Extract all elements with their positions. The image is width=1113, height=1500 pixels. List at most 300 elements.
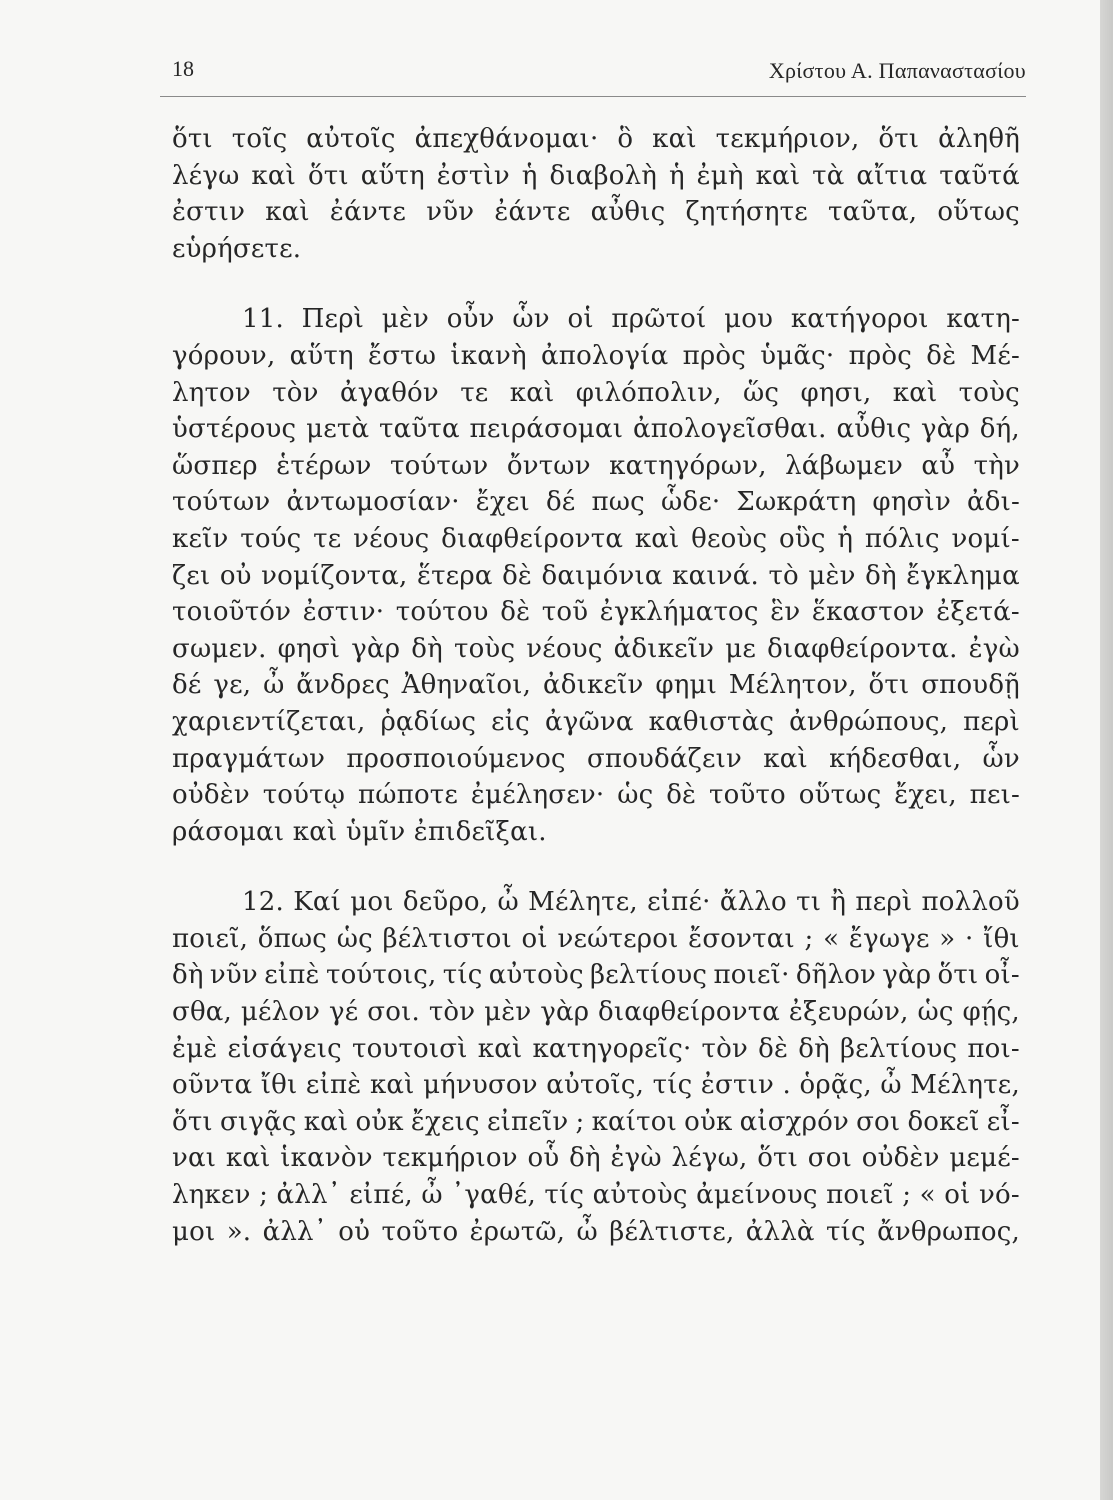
word: μου <box>724 304 774 335</box>
word: ὄντων <box>506 450 591 481</box>
word: τὸν <box>272 377 319 408</box>
word: ὑμᾶς· <box>760 340 835 371</box>
word: χαριεντίζεται, <box>172 706 366 737</box>
word: τε <box>460 377 489 408</box>
word: καὶ <box>225 1143 271 1174</box>
text-line <box>172 707 1020 744</box>
word: γόρουν, <box>172 340 276 371</box>
word: οὐκ <box>684 1106 733 1137</box>
word: καθιστὰς <box>648 706 775 737</box>
word: ὦ <box>497 887 519 918</box>
paragraph-gap <box>172 853 1020 887</box>
word: ὦ <box>880 1070 902 1101</box>
word: δὲ <box>666 780 697 811</box>
word: λητον <box>172 377 251 408</box>
word: ἓν <box>770 597 801 628</box>
word: οῦντα <box>172 1070 253 1101</box>
word: διαβολὴ <box>549 160 658 191</box>
word: ἐγὼ <box>610 1143 662 1174</box>
word: αὖθις <box>836 414 912 445</box>
word: εἰπεῖν <box>486 1106 569 1137</box>
word: τίς <box>544 1180 585 1211</box>
word: ἕτερα <box>416 560 493 591</box>
word: Καί <box>293 887 341 918</box>
word: περὶ <box>963 706 1020 737</box>
word: ἀγαθόν <box>339 377 439 408</box>
text-line <box>172 1180 1020 1217</box>
word: οἱ <box>944 1180 971 1211</box>
word: οὖν <box>446 304 495 335</box>
running-head: Χρίστου Α. Παπαναστασίου <box>768 58 1026 83</box>
word: τίς <box>825 1216 866 1247</box>
word: δῆλον <box>795 960 876 991</box>
word: ; <box>804 923 814 954</box>
word: τίς <box>652 1070 693 1101</box>
word: πρὸς <box>848 340 912 371</box>
word: ῥᾳδίως <box>380 706 477 737</box>
word: φησὶ <box>277 633 341 664</box>
word: κατηγορεῖς· <box>532 1033 692 1064</box>
word: ὧδε· <box>660 487 721 518</box>
word: τοὺς <box>958 377 1020 408</box>
word: ἔχεις <box>410 1106 480 1137</box>
word: εἰς <box>491 706 530 737</box>
word: οὕτως <box>798 780 882 811</box>
word: νεώτεροι <box>557 923 679 954</box>
word: ὡς <box>617 780 654 811</box>
word: διαφθείροντα <box>598 997 781 1028</box>
word: βελτίους <box>590 960 708 991</box>
word: Μέλητε, <box>910 1070 1020 1101</box>
paragraph <box>172 304 1020 853</box>
word: ὅτι <box>307 160 349 191</box>
word: Ἀθηναῖοι, <box>401 670 532 701</box>
word: ἱκανὸν <box>280 1143 373 1174</box>
word: ταῦτα <box>379 414 460 445</box>
word: ; <box>575 1106 585 1137</box>
word: δὴ <box>865 560 897 591</box>
word: αὖ <box>921 450 956 481</box>
word: εἰπὲ <box>264 960 320 991</box>
page-number: 18 <box>172 56 194 81</box>
word: ἀδικεῖν <box>542 670 644 701</box>
word: ἀγῶνα <box>544 706 634 737</box>
word: ἐμέλησεν· <box>470 780 605 811</box>
word: ἕκαστον <box>811 597 925 628</box>
word: τούς <box>240 523 302 554</box>
word: ᾽γαθέ, <box>451 1180 536 1211</box>
word: ὥσπερ <box>172 450 258 481</box>
word: τεκμήριον, <box>715 124 860 154</box>
word: θεοὺς <box>691 523 768 554</box>
word: ὅτι <box>757 1143 799 1174</box>
word: ἀλλ᾽ <box>262 1216 327 1247</box>
word: ; <box>259 1180 269 1211</box>
word: ὧν <box>512 304 550 335</box>
word: τοῦτο <box>709 780 786 811</box>
word: με <box>725 633 757 664</box>
word: ἔσονται <box>688 923 795 954</box>
word: 11. <box>242 304 284 335</box>
word: οὐδὲν <box>861 1143 940 1174</box>
body-text <box>172 124 1020 1253</box>
text-line <box>172 161 1020 198</box>
word: καὶ <box>369 1070 415 1101</box>
word: αὕτη <box>289 340 354 371</box>
text-line <box>172 414 1020 451</box>
word: σπουδῇ <box>921 670 1020 701</box>
word: ὦ <box>263 670 285 701</box>
word: καίτοι <box>591 1106 678 1137</box>
text-line <box>172 887 1020 924</box>
word: ἐστιν <box>172 197 246 228</box>
word: οἱ <box>567 304 594 335</box>
word: προσποιούμενος <box>346 743 566 774</box>
text-line <box>172 960 1020 997</box>
word: ἴθι <box>260 1070 298 1101</box>
word: οἶ- <box>984 960 1020 991</box>
word: τουτοισὶ <box>352 1033 468 1064</box>
word: τοῦτο <box>381 1216 459 1247</box>
word: τίς <box>442 960 483 991</box>
word: ἔχει <box>475 487 530 518</box>
word: διαφθείροντα <box>441 523 624 554</box>
word: ὅτι <box>878 124 920 154</box>
word: καὶ <box>509 377 555 408</box>
word: ἔχει, <box>894 780 957 811</box>
word: σωμεν. <box>172 633 267 664</box>
word: τὸν <box>428 997 476 1028</box>
word: τοὺς <box>454 633 516 664</box>
word: κήδεσθαι, <box>829 743 962 774</box>
text-line <box>172 1107 1020 1144</box>
word: αὐτοὺς <box>592 1180 688 1211</box>
word: ἐστιν· <box>302 597 385 628</box>
word: πόλις <box>864 523 940 554</box>
text-line: ράσομαι καὶ ὑμῖν ἐπιδεῖξαι. <box>172 816 547 847</box>
text-line <box>172 124 1020 161</box>
word: φῄς, <box>962 997 1020 1028</box>
word: εἰπέ· <box>647 887 711 918</box>
word: ἱκανὴ <box>450 340 527 371</box>
word: πολλοῦ <box>921 887 1020 918</box>
word: ἀπεχθάνομαι· <box>414 124 599 154</box>
word: Σωκράτη <box>736 487 857 518</box>
word: ἀντωμοσίαν· <box>286 487 460 518</box>
word: οὓς <box>779 523 826 554</box>
word: αὐτοῖς <box>306 124 396 154</box>
word: τὸν <box>701 1033 748 1064</box>
word: ὦ <box>421 1180 443 1211</box>
word: δοκεῖ <box>907 1106 980 1137</box>
text-line <box>172 1217 1020 1254</box>
word: καὶ <box>652 124 697 154</box>
word: καὶ <box>892 377 938 408</box>
word: εἰσάγεις <box>227 1033 342 1064</box>
word: ὧν <box>982 743 1020 774</box>
word: περὶ <box>855 887 913 918</box>
word: ἐξετά- <box>936 597 1020 628</box>
text-line <box>172 1070 1020 1107</box>
word: πραγμάτων <box>172 743 326 774</box>
word: ζει <box>172 560 211 591</box>
word: λέγω <box>172 160 240 191</box>
word: Μέ- <box>970 340 1020 371</box>
word: τὸ <box>768 560 799 591</box>
word: πει- <box>969 780 1020 811</box>
word: αὕτη <box>360 160 425 191</box>
word: ἀδι- <box>966 487 1020 518</box>
word: τούτου <box>395 597 489 628</box>
word: βέλτιστε, <box>609 1216 735 1247</box>
word: ἔστω <box>368 340 437 371</box>
word: ἀνθρώπους, <box>789 706 949 737</box>
word: νέους <box>353 523 430 554</box>
word: κεῖν <box>172 523 229 554</box>
text-line <box>172 304 1020 341</box>
word: ὁρᾷς, <box>799 1070 872 1101</box>
word: οἱ <box>521 923 548 954</box>
text-line <box>172 487 1020 524</box>
word: καὶ <box>755 160 801 191</box>
word: καὶ <box>634 523 680 554</box>
word: ταῦτά <box>939 160 1020 191</box>
word: ἐστιν <box>700 1070 774 1101</box>
word: βέλτιστοι <box>382 923 512 954</box>
word: ἐγκλήματος <box>599 597 759 628</box>
word: 12. <box>242 887 284 918</box>
word: νῦν <box>209 960 258 991</box>
word: οὐκ <box>355 1106 404 1137</box>
word: τὴν <box>973 450 1020 481</box>
word: ἔγωγε <box>848 923 930 954</box>
word: καὶ <box>763 743 808 774</box>
word: τοῦ <box>541 597 589 628</box>
paragraph <box>172 124 1020 270</box>
word: καὶ <box>251 160 297 191</box>
word: ἀλλ᾽ <box>276 1180 341 1211</box>
word: ἡ <box>521 160 538 191</box>
word: ἐξευρών, <box>788 997 909 1028</box>
word: λάβωμεν <box>785 450 903 481</box>
word: βελτίους <box>840 1033 958 1064</box>
word: νό- <box>978 1180 1020 1211</box>
word: σιγᾷς <box>219 1106 297 1137</box>
word: ποιεῖ, <box>172 923 249 954</box>
word: ὅτι <box>868 670 910 701</box>
word: μὲν <box>808 560 856 591</box>
word: τοιοῦτόν <box>172 597 292 628</box>
word: Μέλητον, <box>728 670 857 701</box>
word: φησὶν <box>872 487 951 518</box>
word: Περὶ <box>301 304 365 335</box>
word: δὴ <box>172 960 204 991</box>
word: ἀληθῆ <box>938 124 1020 154</box>
word: οὐδὲν <box>172 780 250 811</box>
word: ὑστέρους <box>172 414 297 445</box>
text-line <box>172 341 1020 378</box>
word: πρὸς <box>682 340 746 371</box>
word: φημι <box>655 670 718 701</box>
word: . <box>782 1070 791 1101</box>
word: καὶ <box>303 1106 349 1137</box>
text-line <box>172 1034 1020 1071</box>
word: τὰ <box>812 160 845 191</box>
word: αἰσχρόν <box>739 1106 849 1137</box>
word: μέλον <box>240 997 321 1028</box>
word: λέγω, <box>671 1143 748 1174</box>
word: σοι <box>807 1143 852 1174</box>
word: ἐάντε <box>494 197 571 228</box>
word: ὡς <box>917 997 954 1028</box>
word: μὲν <box>381 304 430 335</box>
word: δὴ <box>569 1143 601 1174</box>
text-line <box>172 670 1020 707</box>
word: » <box>939 923 956 954</box>
text-line <box>172 197 1020 234</box>
word: κατήγοροι <box>790 304 929 335</box>
page-header <box>160 52 1026 97</box>
word: ἀμείνους <box>696 1180 818 1211</box>
word: ἀπολογία <box>541 340 669 371</box>
word: ὅτι <box>172 124 213 154</box>
word: γὰρ <box>921 414 970 445</box>
word: ὃ <box>617 124 634 154</box>
word: ἄνθρωπος, <box>877 1216 1020 1247</box>
word: ἀπολογεῖσθαι. <box>632 414 827 445</box>
word: τούτῳ <box>262 780 346 811</box>
word: μετὰ <box>306 414 370 445</box>
word: ἐμὴ <box>696 160 744 191</box>
word: ἄνδρες <box>296 670 390 701</box>
word: ταῦτα, <box>828 197 918 228</box>
word: οὐ <box>338 1216 371 1247</box>
word: τούτων <box>389 450 489 481</box>
word: αἴτια <box>856 160 928 191</box>
word: δέ <box>172 670 202 701</box>
word: δέ <box>545 487 576 518</box>
word: δεῦρο, <box>402 887 489 918</box>
word: καὶ <box>477 1033 523 1064</box>
word: ; <box>902 1180 912 1211</box>
word: « <box>919 1180 936 1211</box>
word: σοι. <box>367 997 420 1028</box>
word: σπουδάζειν <box>586 743 743 774</box>
text-line <box>172 561 1020 598</box>
word: γε, <box>213 670 252 701</box>
word: κατη- <box>946 304 1020 335</box>
word: ποι- <box>967 1033 1020 1064</box>
word: δὴ <box>798 1033 830 1064</box>
word: δὲ <box>500 597 531 628</box>
text-line: εὑρήσετε. <box>172 233 302 264</box>
word: ἡ <box>668 160 685 191</box>
word: ἡ <box>837 523 854 554</box>
word: ὅτι <box>937 960 979 991</box>
word: φησι, <box>800 377 872 408</box>
word: ὅπως <box>257 923 328 954</box>
word: ἔγκλημα <box>906 560 1020 591</box>
word: πρῶτοί <box>611 304 707 335</box>
paragraph <box>172 887 1020 1253</box>
word: οὕτως <box>937 197 1020 228</box>
word: ποιεῖ <box>826 1180 894 1211</box>
word: ληκεν <box>172 1180 251 1211</box>
word: τε <box>313 523 342 554</box>
word: καὶ <box>265 197 310 228</box>
word: νέους <box>526 633 603 664</box>
word: ἐστὶν <box>436 160 510 191</box>
word: τοῖς <box>231 124 288 154</box>
word: ὥς <box>743 377 780 408</box>
word: « <box>823 923 840 954</box>
word: πειράσομαι <box>469 414 624 445</box>
word: ἑτέρων <box>276 450 372 481</box>
page-edge <box>1100 0 1113 1500</box>
word: τεκμήριον <box>382 1143 518 1174</box>
word: ἀδικεῖν <box>613 633 715 664</box>
word: τούτων <box>172 487 271 518</box>
word: δή, <box>979 414 1020 445</box>
word: ἐμὲ <box>172 1033 218 1064</box>
word: Μέλητε, <box>528 887 638 918</box>
word: ὡς <box>336 923 373 954</box>
word: γέ <box>329 997 359 1028</box>
word: ὅτι <box>172 1106 213 1137</box>
word: μὲν <box>484 997 532 1028</box>
text-line <box>172 924 1020 961</box>
word: μοι <box>350 887 394 918</box>
word: πως <box>591 487 645 518</box>
word: καινά. <box>672 560 759 591</box>
word: νῦν <box>426 197 475 228</box>
text-line <box>172 634 1020 671</box>
word: ἀλλὰ <box>745 1216 815 1247</box>
paragraph-gap <box>172 270 1020 304</box>
word: δὲ <box>758 1033 789 1064</box>
word: φιλόπολιν, <box>575 377 722 408</box>
word: ναι <box>172 1143 217 1174</box>
word: γὰρ <box>351 633 401 664</box>
word: εἶ- <box>986 1106 1020 1137</box>
word: δαιμόνια <box>541 560 663 591</box>
text-line <box>172 524 1020 561</box>
word: μοι <box>172 1216 216 1247</box>
text-line <box>172 744 1020 781</box>
word: τούτοις, <box>325 960 437 991</box>
word: μεμέ- <box>949 1143 1020 1174</box>
word: ἴθι <box>983 923 1020 954</box>
word: ποιεῖ· <box>713 960 790 991</box>
word: · <box>965 923 974 954</box>
word: πώποτε <box>357 780 459 811</box>
word: οὗ <box>527 1143 560 1174</box>
word: διαφθείροντα. <box>767 633 958 664</box>
word: γὰρ <box>882 960 932 991</box>
word: αὐτοῖς, <box>546 1070 645 1101</box>
word: κατηγόρων, <box>609 450 767 481</box>
word: ». <box>226 1216 252 1247</box>
text-line <box>172 1143 1020 1180</box>
word: δὴ <box>411 633 443 664</box>
word: ἢ <box>830 887 847 918</box>
word: ἐγὼ <box>968 633 1020 664</box>
word: ἐάντε <box>329 197 407 228</box>
text-line <box>172 597 1020 634</box>
word: μήνυσον <box>423 1070 538 1101</box>
word: ἐρωτῶ, <box>469 1216 566 1247</box>
text-line <box>172 997 1020 1034</box>
